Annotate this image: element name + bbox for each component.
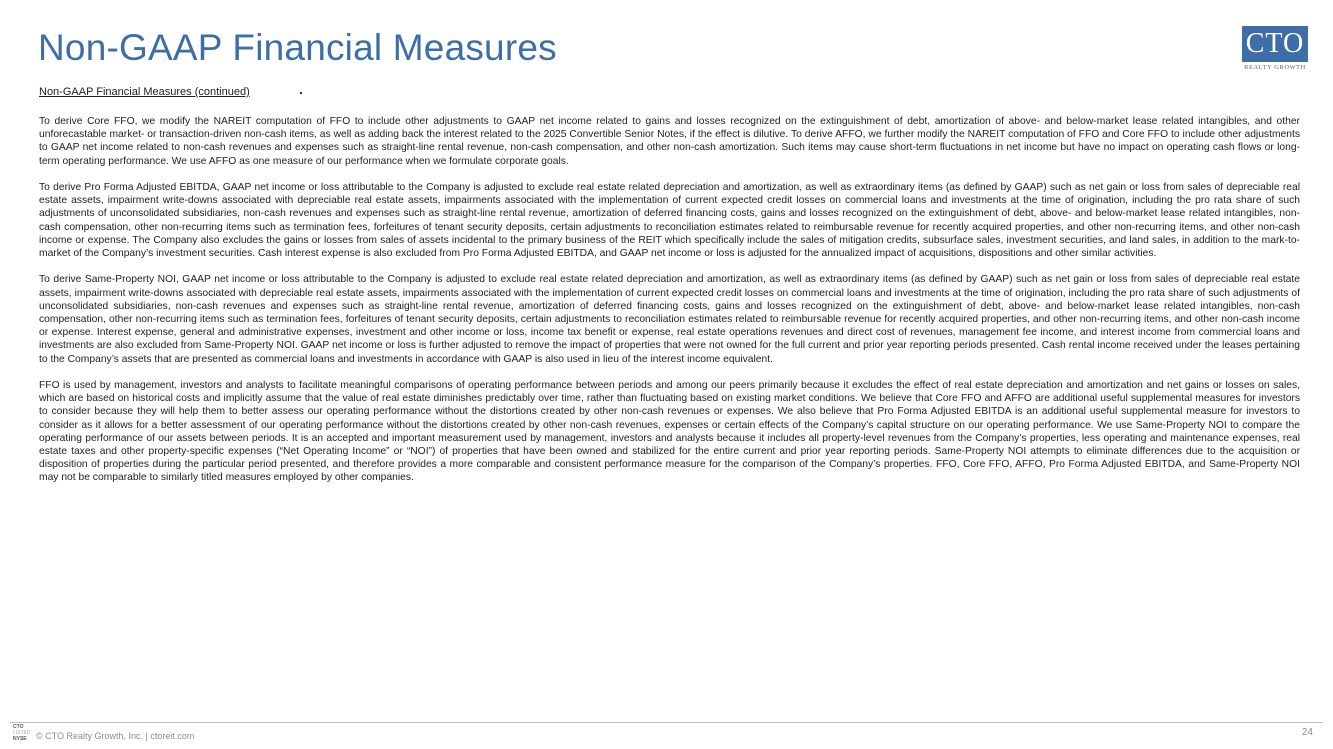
paragraph-ffo-usage: FFO is used by management, investors and analysts to facilitate meaningful comparisons of operating performance between periods and among our peers primarily because it excludes the effect of real estate depreciation and amortization and net gains or losses on sales, which are based on historical costs and implicitly assume that the value of real estate diminishes predictably over time, rather than fluctuating based on existing market conditions. We believe that Core FFO and AFFO are additional useful supplemental measures for investors to consider because they will help them to better assess our operating performance without the distortions created by other non-cash revenues or expenses. We also believe that Pro Forma Adjusted EBITDA is an additional useful supplemental measure for investors to consider as it allows for a better assessment of our operating performance without the distortions created by other non-cash revenues, expenses or certain effects of the Company’s capital structure on our operating performance. We use Same-Property NOI to compare the operating performance of our assets between periods. It is an accepted and important measurement used by management, investors and analysts because it includes all property-level revenues from the Company’s properties, less operating and maintenance expenses, real estate taxes and other property-specific expenses (“Net Operating Income” or “NOI”) of properties that have been owned and stabilized for the entire current and prior year reporting periods. Same-Property NOI attempts to eliminate differences due to the acquisition or disposition of properties during the particular period presented, and therefore provides a more comparable and consistent performance measure for the comparison of the Company’s properties. FFO, Core FFO, AFFO, Pro Forma Adjusted EBITDA, and Same-Property NOI may not be comparable to similarly titled measures employed by other companies.	[39, 380, 1300, 484]
footer-logo-line1: CTO	[13, 724, 24, 730]
footer-logo-line3: NYSE	[13, 736, 27, 742]
paragraph-same-property-noi: To derive Same-Property NOI, GAAP net income or loss attributable to the Company is adjusted to exclude real estate related depreciation and amortization, as well as extraordinary items (as defined by GAAP) such as net gain or loss from sales of depreciable real estate assets, impairment write-downs associated with depreciable real estate assets, impairments associated with the implementation of current expected credit losses on commercial loans and investments at the time of origination, including the pro rata share of such adjustments of unconsolidated subsidiaries, non-cash revenues and expenses such as straight-line rental revenue, amortization of deferred financing costs, gains and losses recognized on the extinguishment of debt, above- and below-market lease related intangibles, non-cash compensation, other non-recurring items such as termination fees, forfeitures of tenant security deposits, certain adjustments to reconciliation estimates related to reimbursable revenue for recently acquired properties, and other non-recurring items, and other non-cash income or expense. Interest expense, general and administrative expenses, investment and other income or loss, income tax benefit or expense, real estate operations revenues and direct cost of revenues, management fee income, and interest income from commercial loans and investments are also excluded from Same-Property NOI. GAAP net income or loss is further adjusted to remove the impact of properties that were not owned for the full current and prior year reporting periods presented. Cash rental income received under the leases pertaining to the Company’s assets that are presented as commercial loans and investments in accordance with GAAP is also used in lieu of the interest income equivalent.	[39, 274, 1300, 365]
logo-tagline: REALTY GROWTH	[1244, 64, 1306, 71]
paragraph-pro-forma-ebitda: To derive Pro Forma Adjusted EBITDA, GAAP net income or loss attributable to the Company is adjusted to exclude real estate related depreciation and amortization, as well as extraordinary items (as defined by GAAP) such as net gain or loss from sales of depreciable real estate assets, impairment write-downs associated with depreciable real estate assets, impairments associated with the implementation of current expected credit losses on commercial loans and investments at the time of origination, including the pro rata share of such adjustments of unconsolidated subsidiaries, non-cash revenues and expenses such as straight-line rental revenue, amortization of deferred financing costs, gains and losses recognized on the extinguishment of debt, above- and below-market lease related intangibles, non-cash compensation, other non-recurring items such as termination fees, forfeitures of tenant security deposits, certain adjustments to reconciliation estimates related to reimbursable revenue for recently acquired properties, and other non-recurring items, and other non-cash income or expense. The Company also excludes the gains or losses from sales of assets incidental to the primary business of the REIT which specifically include the sales of mitigation credits, subsurface sales, investment securities, and land sales, in addition to the mark-to-market of the Company’s investment securities. Cash interest expense is also excluded from Pro Forma Adjusted EBITDA, and GAAP net income or loss is adjusted for the annualized impact of acquisitions, dispositions and other similar activities.	[39, 182, 1300, 260]
footer-divider	[10, 722, 1323, 723]
section-subtitle: Non-GAAP Financial Measures (continued)	[39, 86, 250, 98]
page-number: 24	[1301, 727, 1313, 738]
footer-copyright: © CTO Realty Growth, Inc. | ctoreit.com	[36, 731, 195, 741]
company-logo	[1242, 26, 1312, 78]
decorative-dot	[300, 92, 302, 94]
footer-logo-line2: LISTED	[13, 730, 31, 736]
footer-nyse-logo	[13, 724, 33, 742]
paragraph-core-ffo: To derive Core FFO, we modify the NAREIT computation of FFO to include other adjustments to GAAP net income related to gains and losses recognized on the extinguishment of debt, amortization of above- and below-market lease related intangibles, and other unforecastable market- or transaction-driven non-cash items, as well as adding back the interest related to the 2025 Convertible Senior Notes, if the effect is dilutive. To derive AFFO, we further modify the NAREIT computation of FFO and Core FFO to include other adjustments to GAAP net income related to non-cash revenues and expenses such as straight-line rental revenue, non-cash compensation, and other non-cash amortization. Such items may cause short-term fluctuations in net income but have no impact on operating cash flows or long-term operating performance. We use AFFO as one measure of our performance when we formulate corporate goals.	[39, 116, 1300, 167]
body-text	[39, 115, 1300, 498]
logo-mark: CTO	[1242, 26, 1308, 62]
page-title: Non-GAAP Financial Measures	[38, 27, 557, 68]
